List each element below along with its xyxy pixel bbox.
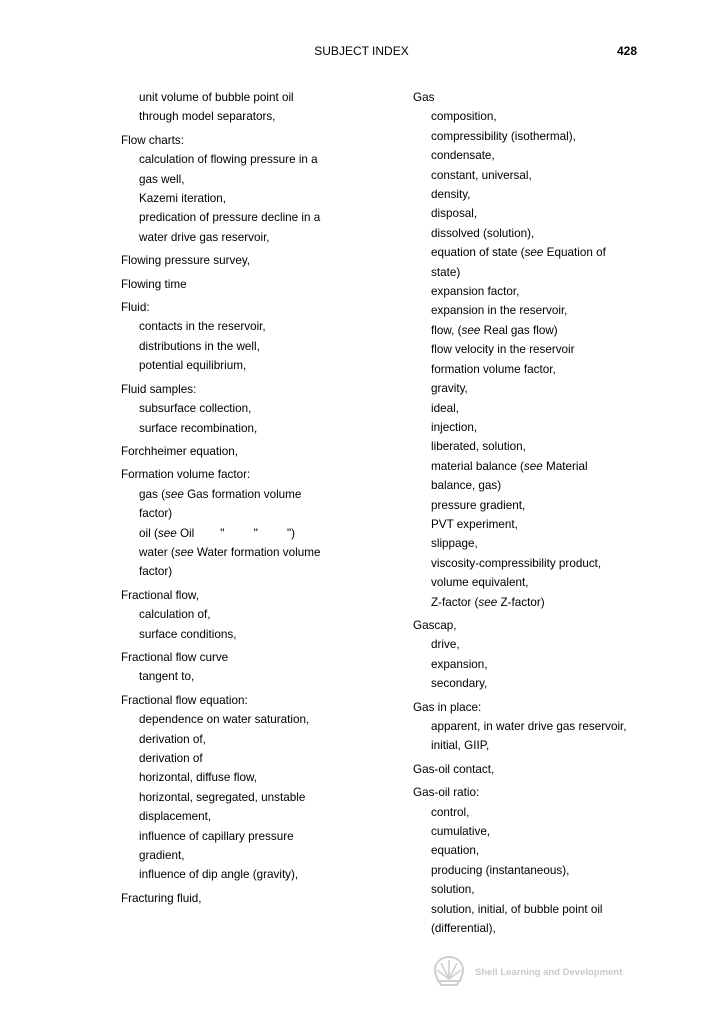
entry-text: Equation of <box>543 246 606 260</box>
index-subentry: slippage, <box>431 537 478 551</box>
index-subentry: ideal, <box>431 401 459 415</box>
index-entry <box>121 251 366 270</box>
index-subentry: subsurface collection, <box>139 402 252 416</box>
see-reference: see <box>524 246 544 260</box>
index-subentry: cumulative, <box>431 825 491 839</box>
index-entry <box>121 586 366 644</box>
entry-text: Material <box>542 459 588 473</box>
index-subentry: PVT experiment, <box>431 517 518 531</box>
index-heading: Gascap, <box>413 618 457 632</box>
index-subentry: tangent to, <box>139 670 195 684</box>
see-reference: see <box>164 487 184 501</box>
index-subentry: balance, gas) <box>431 479 502 493</box>
index-subentry: flow velocity in the reservoir <box>431 343 575 357</box>
index-subentry: distributions in the well, <box>139 339 260 353</box>
shell-logo-icon <box>432 954 466 988</box>
index-heading: Flowing pressure survey, <box>121 254 251 268</box>
index-subentry: equation, <box>431 844 480 858</box>
index-subentry: solution, <box>431 883 475 897</box>
index-subentry: producing (instantaneous), <box>431 863 570 877</box>
index-heading: Flowing time <box>121 277 187 291</box>
see-reference: see <box>478 595 498 609</box>
entry-text: gas ( <box>139 487 165 501</box>
index-subentry: factor) <box>139 507 173 521</box>
index-subentry: viscosity-compressibility product, <box>431 556 602 570</box>
brand-text: Shell Learning and Development <box>475 967 623 978</box>
index-entry <box>121 889 366 908</box>
index-subentry: disposal, <box>431 207 478 221</box>
index-subentry: contacts in the reservoir, <box>139 320 266 334</box>
index-entry <box>121 298 366 376</box>
index-subentry: formation volume factor, <box>431 362 556 376</box>
index-subentry: derivation of, <box>139 732 206 746</box>
index-subentry: calculation of flowing pressure in a <box>139 153 318 167</box>
index-heading: Flow charts: <box>121 133 184 147</box>
index-subentry: unit volume of bubble point oil <box>139 91 294 104</box>
index-heading: Formation volume factor: <box>121 468 251 482</box>
index-subentry: volume equivalent, <box>431 576 529 590</box>
index-subentry: expansion in the reservoir, <box>431 304 568 318</box>
index-entry <box>121 380 366 438</box>
index-subentry: composition, <box>431 110 497 124</box>
index-subentry: initial, GIIP, <box>431 739 490 753</box>
entry-text: Z-factor) <box>497 595 545 609</box>
index-subentry: predication of pressure decline in a <box>139 211 321 225</box>
index-subentry: gradient, <box>139 849 185 863</box>
index-subentry: surface recombination, <box>139 421 258 435</box>
index-subentry <box>413 243 653 262</box>
entry-text: flow, ( <box>431 323 462 337</box>
entry-text: Gas formation volume <box>183 487 302 501</box>
index-heading: Fractional flow equation: <box>121 693 248 707</box>
index-subentry: dependence on water saturation, <box>139 713 310 727</box>
entry-text: Z-factor ( <box>431 595 479 609</box>
index-subentry: injection, <box>431 420 478 434</box>
index-entry <box>121 691 366 885</box>
index-entry <box>121 131 366 247</box>
see-reference: see <box>174 545 194 559</box>
index-subentry: (differential), <box>431 922 496 936</box>
index-subentry: influence of dip angle (gravity), <box>139 868 299 882</box>
index-subentry: liberated, solution, <box>431 440 526 454</box>
index-subentry <box>121 543 366 562</box>
index-subentry: density, <box>431 188 471 202</box>
index-subentry: water drive gas reservoir, <box>139 230 270 244</box>
index-entry <box>121 648 366 687</box>
entry-text: equation of state ( <box>431 246 525 260</box>
entry-text: Oil " " ") <box>176 526 295 540</box>
index-entry <box>413 88 653 612</box>
index-subentry: Kazemi iteration, <box>139 192 227 206</box>
index-heading: Fluid samples: <box>121 382 197 396</box>
index-subentry: displacement, <box>139 810 212 824</box>
page-number: 428 <box>616 44 637 58</box>
index-heading: Gas <box>413 91 435 104</box>
entry-text: water ( <box>139 545 175 559</box>
page-title: SUBJECT INDEX <box>314 44 409 58</box>
index-entry <box>413 698 653 756</box>
index-entry <box>121 88 366 127</box>
see-reference: see <box>461 323 481 337</box>
index-subentry: expansion factor, <box>431 285 520 299</box>
index-heading: Gas-oil ratio: <box>413 786 480 800</box>
index-column-right <box>413 88 653 938</box>
index-subentry <box>413 321 653 340</box>
index-subentry: apparent, in water drive gas reservoir, <box>431 720 627 733</box>
see-reference: see <box>523 459 543 473</box>
index-subentry: dissolved (solution), <box>431 226 535 240</box>
index-entry <box>121 442 366 461</box>
index-subentry: state) <box>431 265 461 279</box>
index-heading: Fractional flow curve <box>121 650 229 664</box>
index-subentry: control, <box>431 805 470 819</box>
index-subentry: constant, universal, <box>431 168 532 182</box>
index-heading: Fractional flow, <box>121 588 199 602</box>
index-subentry: drive, <box>431 638 460 652</box>
entry-text: material balance ( <box>431 459 524 473</box>
index-subentry: through model separators, <box>139 110 276 124</box>
index-subentry: horizontal, segregated, unstable <box>139 790 306 804</box>
index-column-left <box>121 88 366 908</box>
index-entry <box>413 783 653 938</box>
index-entry <box>413 616 653 694</box>
index-heading: Fracturing fluid, <box>121 891 202 905</box>
index-subentry: secondary, <box>431 677 488 691</box>
index-subentry: pressure gradient, <box>431 498 526 512</box>
index-entry <box>121 275 366 294</box>
see-reference: see <box>157 526 177 540</box>
index-subentry: expansion, <box>431 657 488 671</box>
entry-text: Real gas flow) <box>480 323 558 337</box>
index-subentry: condensate, <box>431 149 495 163</box>
index-subentry: gravity, <box>431 382 468 396</box>
index-heading: Gas in place: <box>413 700 482 714</box>
index-heading: Forchheimer equation, <box>121 444 238 458</box>
index-subentry: calculation of, <box>139 608 211 622</box>
index-entry <box>413 760 653 779</box>
index-subentry: horizontal, diffuse flow, <box>139 771 258 785</box>
page-header <box>0 44 723 62</box>
index-subentry: gas well, <box>139 172 185 186</box>
index-subentry <box>121 524 366 543</box>
index-entry <box>121 465 366 581</box>
index-subentry: factor) <box>139 565 173 579</box>
index-subentry: surface conditions, <box>139 627 237 641</box>
index-subentry: derivation of <box>139 752 203 765</box>
footer-brand <box>432 954 642 988</box>
index-heading: Gas-oil contact, <box>413 762 495 776</box>
index-subentry <box>413 593 653 612</box>
index-subentry: compressibility (isothermal), <box>431 129 576 143</box>
index-subentry: solution, initial, of bubble point oil <box>431 902 603 916</box>
index-subentry <box>413 457 653 476</box>
index-subentry: influence of capillary pressure <box>139 829 294 843</box>
entry-text: Water formation volume <box>193 545 321 559</box>
index-heading: Fluid: <box>121 301 150 315</box>
entry-text: oil ( <box>139 526 158 540</box>
index-subentry: potential equilibrium, <box>139 359 247 373</box>
index-subentry <box>121 485 366 504</box>
